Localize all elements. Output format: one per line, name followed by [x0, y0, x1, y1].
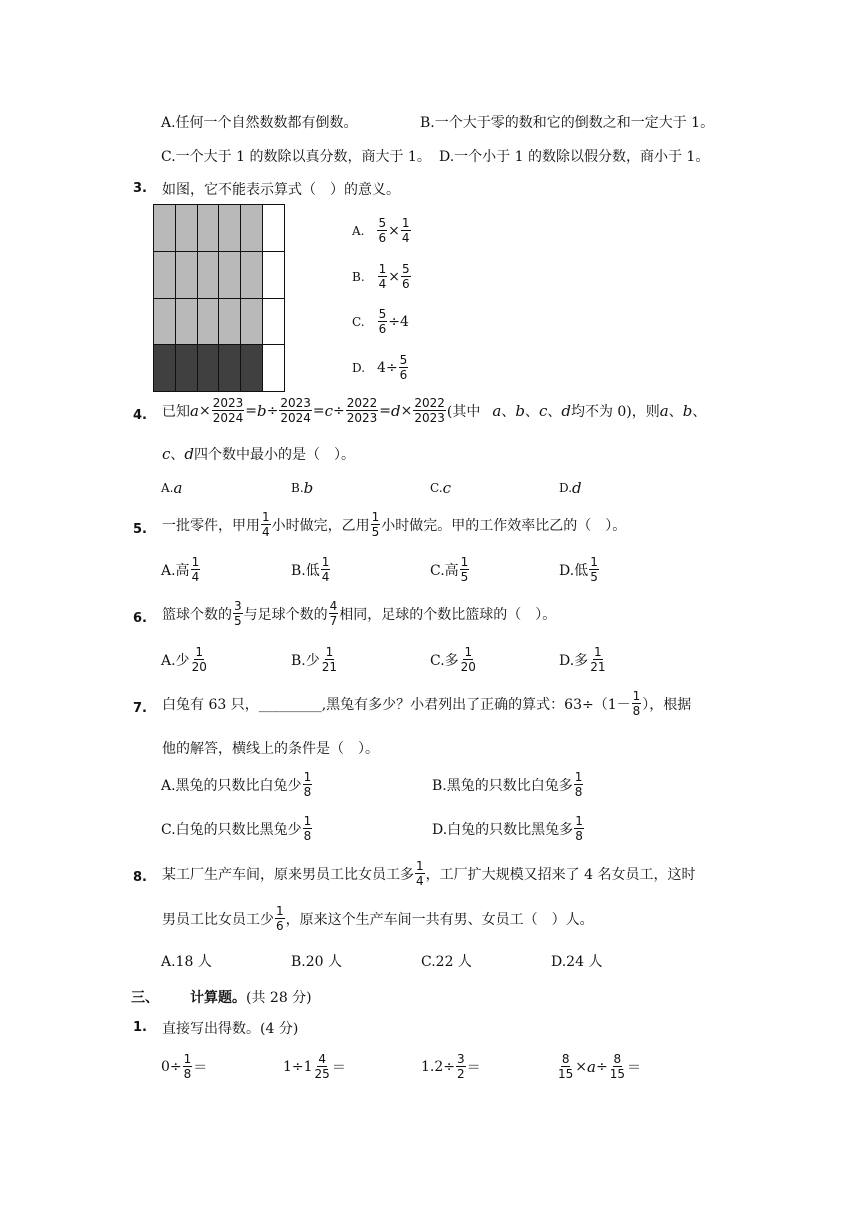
- q8-option-b: B.20 人: [291, 954, 343, 970]
- q8-option-a: A.18 人: [161, 954, 212, 970]
- q3-option-a: A. $\frac{5}{6}$ × $\frac{1}{4}$: [352, 216, 410, 245]
- q8-line2: 男员工比女员工少 $\frac{1}{6}$ ，原来这个生产车间一共有男、女员工（ ）人。: [162, 904, 594, 933]
- q5-text: 一批零件，甲用 $\frac{1}{4}$ 小时做完，乙用 $\frac{1}{5}$ 小时做完。甲的工作效率比乙的（ ）。: [162, 510, 627, 539]
- section-3-label: 三、: [131, 990, 159, 1006]
- q7-line2: 他的解答，横线上的条件是（ ）。: [162, 741, 379, 757]
- q8-line1: 某工厂生产车间，原来男员工比女员工多 $\frac{1}{4}$ ，工厂扩大规模又招来了 4 名女员工，这时: [162, 859, 696, 888]
- q6-option-c: C.多 $\frac{1}{20}$: [430, 645, 476, 674]
- calc-item-3: 1.2÷ $\frac{3}{2}$ ＝: [421, 1052, 481, 1081]
- q6-option-a: A.少 $\frac{1}{20}$: [161, 645, 207, 674]
- grid-row: [154, 252, 284, 299]
- q3-option-d: D. 4 ÷ $\frac{5}{6}$: [352, 353, 408, 382]
- q2-option-d: D.一个小于 1 的数除以假分数，商小于 1。: [439, 149, 710, 165]
- q8-number: 8.: [133, 870, 147, 885]
- q4-option-b: B. b: [291, 479, 314, 497]
- q8-option-c: C.22 人: [421, 954, 472, 970]
- q4-option-a: A. a: [161, 479, 183, 497]
- q6-number: 6.: [133, 611, 147, 626]
- q4-line2: c 、 d 四个数中最小的是（ ）。: [162, 445, 356, 463]
- grid-row: [154, 299, 284, 346]
- q4-option-d: D. d: [559, 479, 582, 497]
- q4-option-c: C. c: [430, 479, 451, 497]
- q5-number: 5.: [133, 522, 147, 537]
- q6-text: 篮球个数的 $\frac{3}{5}$ 与足球个数的 $\frac{4}{7}$ 相同，足球的个数比篮球的（ ）。: [162, 599, 557, 628]
- calc-item-4: $\frac{8}{15}$ × a ÷ $\frac{8}{15}$ ＝: [558, 1052, 641, 1081]
- q3-figure-grid: [153, 204, 285, 392]
- q4-number: 4.: [133, 408, 147, 423]
- q2-option-c: C.一个大于 1 的数除以真分数，商大于 1。: [161, 149, 431, 165]
- q5-option-a: A.高 $\frac{1}{4}$: [161, 555, 200, 584]
- s3q1-text: 直接写出得数。(4 分): [162, 1021, 299, 1037]
- q6-option-b: B.少 $\frac{1}{21}$: [291, 645, 338, 674]
- q3-number: 3.: [133, 181, 147, 196]
- q7-option-c: C.白兔的只数比黑兔少 $\frac{1}{8}$: [161, 814, 312, 843]
- q5-option-c: C.高 $\frac{1}{5}$: [430, 555, 469, 584]
- q3-option-c: C. $\frac{5}{6}$ ÷ 4: [352, 307, 409, 336]
- calc-item-2: 1÷1 $\frac{4}{25}$ ＝: [283, 1052, 346, 1081]
- q5-option-d: D.低 $\frac{1}{5}$: [559, 555, 598, 584]
- q7-line1: 白兔有 63 只，_________,黑兔有多少？小君列出了正确的算式：63÷（1－ $\frac{1}{8}$ ），根据: [162, 689, 692, 718]
- q3-text: 如图，它不能表示算式（ ）的意义。: [162, 182, 400, 198]
- q5-option-b: B.低 $\frac{1}{4}$: [291, 555, 330, 584]
- q7-option-a: A.黑兔的只数比白兔少 $\frac{1}{8}$: [161, 770, 312, 799]
- q7-number: 7.: [133, 701, 147, 716]
- section-3-title: 计算题。 (共 28 分): [190, 990, 312, 1006]
- s3q1-number: 1.: [133, 1020, 147, 1035]
- q3-option-b: B. $\frac{1}{4}$ × $\frac{5}{6}$: [352, 262, 410, 291]
- grid-row: [154, 345, 284, 391]
- q2-option-b: B.一个大于零的数和它的倒数之和一定大于 1。: [420, 115, 715, 131]
- q7-option-d: D.白兔的只数比黑兔多 $\frac{1}{8}$: [432, 814, 583, 843]
- q6-option-d: D.多 $\frac{1}{21}$: [559, 645, 606, 674]
- q4-line1: 已知 a × $\frac{2023}{2024}$ = b ÷ $\frac{2023}{2024}$ = c ÷ $\frac{2022}{2023}$ = d × $\frac{2022}{2023}$ (其中 a 、 b 、 c 、 d 均不为 0)，则 a 、 b 、: [162, 396, 707, 425]
- calc-item-1: 0÷ $\frac{1}{8}$ ＝: [161, 1052, 208, 1081]
- q7-option-b: B.黑兔的只数比白兔多 $\frac{1}{8}$: [432, 770, 583, 799]
- q8-option-d: D.24 人: [551, 954, 603, 970]
- q2-option-a: A.任何一个自然数数都有倒数。: [161, 115, 358, 131]
- grid-row: [154, 205, 284, 252]
